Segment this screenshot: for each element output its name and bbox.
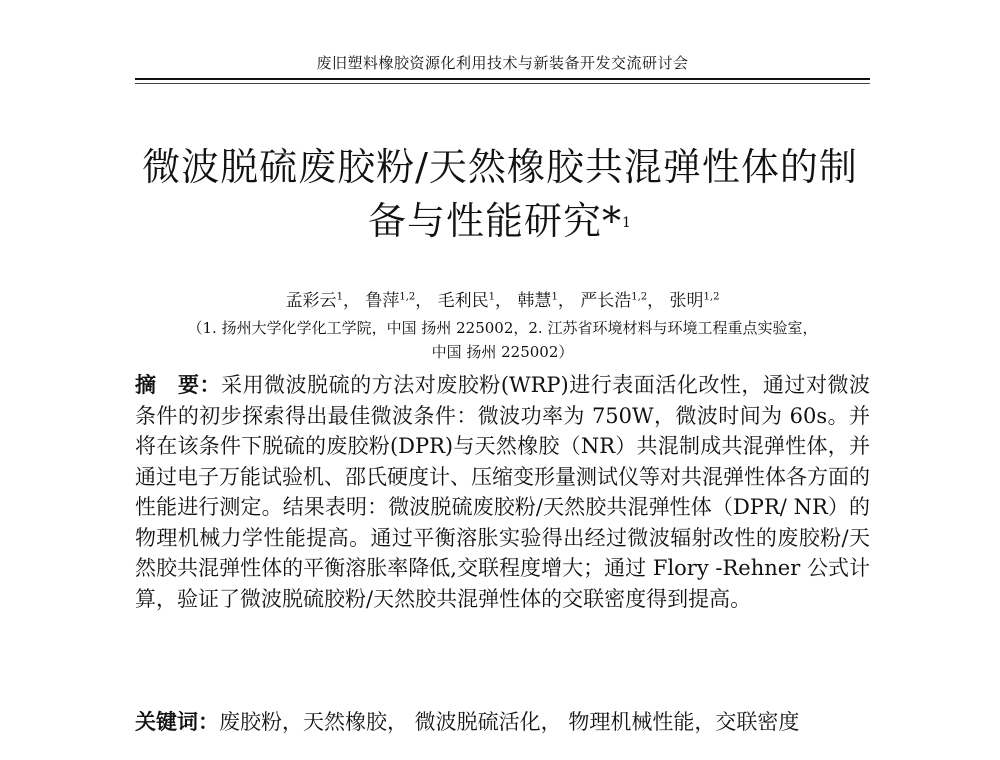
header-rule-thin [135, 83, 870, 84]
keywords-text: 废胶粉，天然橡胶， 微波脱硫活化， 物理机械性能，交联密度 [219, 710, 800, 734]
author-affiliation-mark: 1 [488, 291, 496, 303]
abstract [135, 370, 870, 614]
header-rule [135, 78, 870, 80]
author-name: 严长浩 [580, 291, 632, 311]
author-name: 毛利民 [437, 291, 489, 311]
author-affiliation-mark: 1 [551, 291, 558, 303]
paper-title [120, 140, 880, 248]
title-line-2-text: 备与性能研究* [368, 199, 623, 243]
affiliations [135, 316, 870, 364]
title-line-1: 微波脱硫废胶粉/天然橡胶共混弹性体的制 [142, 145, 858, 189]
keywords [135, 707, 870, 738]
affiliation-line-1: （1. 扬州大学化学化工学院，中国 扬州 225002，2. 江苏省环境材料与环境工程重点实验室， [187, 319, 818, 337]
title-line-2 [120, 194, 880, 248]
keywords-label: 关键词： [135, 710, 219, 734]
author-affiliation-mark: 1,2 [399, 291, 416, 303]
author-name: 孟彩云 [285, 291, 337, 311]
author-affiliation-mark: 1,2 [703, 291, 720, 303]
author-affiliation-mark: 1 [336, 291, 343, 303]
running-header: 废旧塑料橡胶资源化利用技术与新装备开发交流研讨会 [316, 54, 689, 72]
author-affiliation-mark: 1,2 [631, 291, 648, 303]
affiliation-line-2: 中国 扬州 225002） [431, 343, 574, 361]
abstract-label: 摘 要： [135, 373, 222, 397]
title-footnote-mark: 1 [622, 215, 632, 231]
abstract-text: 采用微波脱硫的方法对废胶粉(WRP)进行表面活化改性，通过对微波条件的初步探索得出最佳微波条件：微波功率为 750W，微波时间为 60s。并将在该条件下脱硫的废胶粉(DPR)与天然橡胶（NR）共混制成共混弹性体，并通过电子万能试验机、邵氏硬度计、压缩变形量测试仪等对共混弹性体各方面的性能进行测定。结果表明：微波脱硫废胶粉/天然胶共混弹性体（DPR/ NR）的物理机械力学性能提高。通过平衡溶胀实验得出经过微波辐射改性的废胶粉/天然胶共混弹性体的平衡溶胀率降低,交联程度增大；通过 Flory -Rehner 公式计算，验证了微波脱硫胶粉/天然胶共混弹性体的交联密度得到提高。 [135, 373, 870, 611]
author-name: 鲁萍 [365, 291, 400, 311]
author-name: 韩慧 [517, 291, 552, 311]
author-name: 张明 [669, 291, 704, 311]
author-list: 孟彩云$^1$， 鲁萍$^{1,2}$， 毛利民$^1$， 韩慧$^1$， 严长浩$^{1,2}$， 张明$^{1,2}$ [285, 291, 720, 311]
